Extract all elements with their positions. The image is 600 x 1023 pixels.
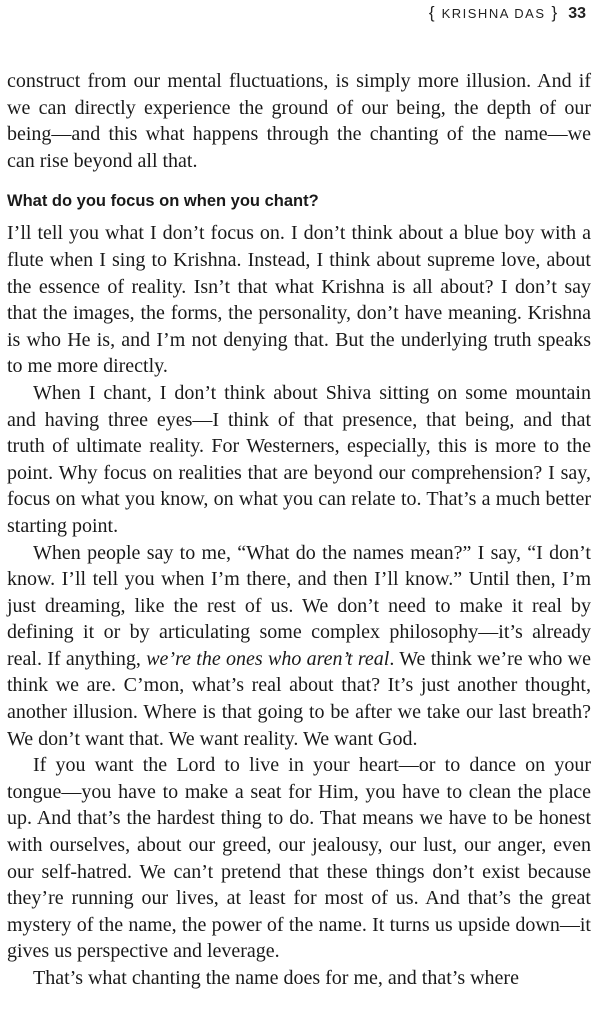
brace-close: } — [551, 3, 559, 22]
paragraph-names-meaning-part-b: . We think we’re who we think we are. C’mon, what’s real about that? It’s just another thought, another illusion. Where is that going to be after we take our last breath? We don’t want that. We want reality. We want God. — [7, 647, 592, 750]
paragraph-focus: I’ll tell you what I don’t focus on. I don’t think about a blue boy with a flute when I sing to Krishna. Instead, I think about supreme love, about the essence of reality. Isn’t that what Krishna is all about? I don’t say that the images, the forms, the personality, don’t have meaning. Krishna is who He is, and I’m not denying that. But the underlying truth speaks to me more directly. — [7, 222, 591, 378]
page-number: 33 — [568, 5, 586, 22]
paragraph-names-meaning-part-a: When people say to me, “What do the names mean?” I say, “I don’t know. I’ll tell you when I’m there, and then I’ll know.” Until then, I’m just dreaming, like the rest of us. We don’t need to make it real by defining it or by articulating some complex philosophy—it’s already real. If anything, — [7, 541, 591, 670]
section-heading: What do you focus on when you chant? — [7, 192, 319, 211]
paragraph-lord-heart: If you want the Lord to live in your heart—or to dance on your tongue—you have to make a seat for Him, you have to clean the place up. And that’s the hardest thing to do. That means we have to be honest with ourselves, about our greed, our jealousy, our lust, our anger, even our self-hatred. We can’t pretend that these things don’t exist because they’re running our lives, at least for most of us. And that’s the great mystery of the name, the power of the name. It turns us upside down—it gives us perspective and leverage. — [7, 754, 591, 963]
running-head-author: KRISHNA DAS — [441, 6, 546, 21]
paragraph-continued: construct from our mental fluctuations, is simply more illusion. And if we can directly experience the ground of our being, the depth of our being—and this what happens through the chanting of the name—we can rise beyond all that. — [7, 70, 591, 172]
paragraph-names-meaning — [7, 540, 591, 753]
page-body — [7, 68, 591, 992]
paragraph-shiva: When I chant, I don’t think about Shiva sitting on some mountain and having three eyes—I think of that presence, that being, and that truth of ultimate reality. For Westerners, especially, this is more to the point. Why focus on realities that are beyond our comprehension? I say, focus on what you know, on what you can relate to. That’s a much better starting point. — [7, 381, 591, 537]
running-head — [423, 3, 586, 23]
paragraph-chanting-name: That’s what chanting the name does for me, and that’s where — [33, 967, 519, 989]
brace-open: { — [428, 3, 436, 22]
paragraph-names-meaning-emphasis: we’re the ones who aren’t real — [146, 647, 390, 670]
